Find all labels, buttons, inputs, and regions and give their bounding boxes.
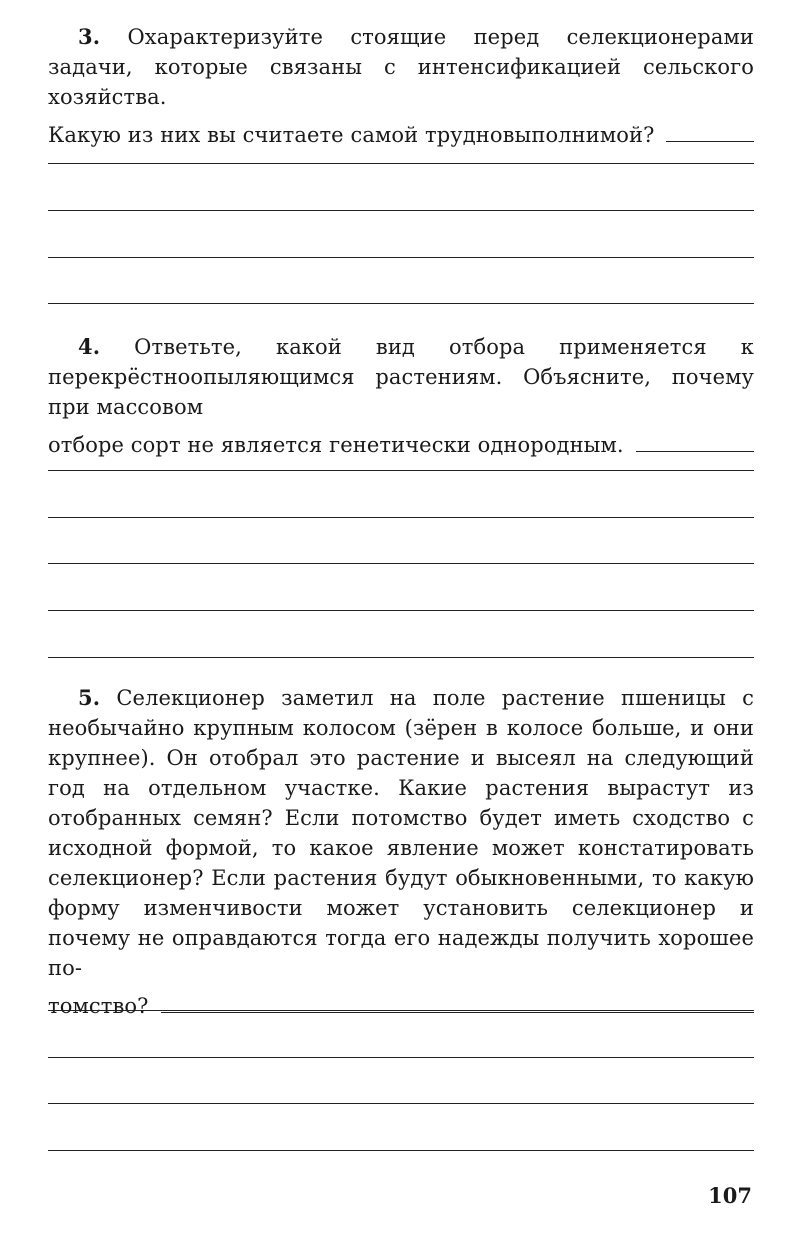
task-5-answer-line-1[interactable] <box>48 1010 754 1011</box>
task-3-last-line <box>48 120 754 150</box>
task-3-answer-line-1[interactable] <box>48 163 754 164</box>
task-4-number: 4. <box>78 334 101 359</box>
task-3-answer-line-4[interactable] <box>48 303 754 304</box>
task-3-body <box>48 22 754 112</box>
task-5-text: Селекционер заметил на поле растение пшеницы с необычайно крупным колосом (зёрен в колосе больше, и они крупнее). Он отобрал это растение и высеял на следующий год на отдельном участке. Какие растения вырастут из отобранных семян? Если потомство будет иметь сходство с исходной формой, то какое явление может констатировать селекционер? Если растения будут обыкновенными, то какую форму изменчивости может установить селекционер и почему не оправдаются тогда его надежды получить хорошее по- <box>48 686 754 980</box>
task-4-last-line <box>48 430 754 460</box>
task-3-question: Какую из них вы считаете самой трудновыполнимой? <box>48 123 655 147</box>
task-5-answer-line-2[interactable] <box>48 1057 754 1058</box>
task-5-last-line <box>48 991 754 1021</box>
task-5-answer-line-3[interactable] <box>48 1103 754 1104</box>
task-4-answer-line-1[interactable] <box>48 470 754 471</box>
task-5 <box>48 683 754 1021</box>
task-4-answer-line-4[interactable] <box>48 610 754 611</box>
task-3-text: Охарактеризуйте стоящие перед селекционерами задачи, которые связаны с интенсификацией сельского хозяйства. <box>48 25 754 109</box>
task-4-answer-line-3[interactable] <box>48 563 754 564</box>
task-5-body <box>48 683 754 983</box>
task-4 <box>48 332 754 460</box>
task-5-question: томство? <box>48 994 149 1018</box>
task-4-answer-line-2[interactable] <box>48 517 754 518</box>
task-3 <box>48 22 754 150</box>
task-5-number: 5. <box>78 685 101 710</box>
task-4-body <box>48 332 754 422</box>
task-4-text: Ответьте, какой вид отбора применяется к перекрёстноопыляющимся растениям. Объясните, почему при массовом <box>48 335 754 419</box>
task-3-answer-line-2[interactable] <box>48 210 754 211</box>
task-4-question: отборе сорт не является генетически однородным. <box>48 433 624 457</box>
task-4-inline-answer-line[interactable] <box>636 451 754 452</box>
task-3-number: 3. <box>78 24 101 49</box>
task-3-answer-line-3[interactable] <box>48 257 754 258</box>
task-3-inline-answer-line[interactable] <box>666 141 754 142</box>
task-4-answer-line-5[interactable] <box>48 657 754 658</box>
page-number: 107 <box>708 1183 752 1208</box>
task-5-inline-answer-line[interactable] <box>161 1012 755 1013</box>
task-5-answer-line-4[interactable] <box>48 1150 754 1151</box>
